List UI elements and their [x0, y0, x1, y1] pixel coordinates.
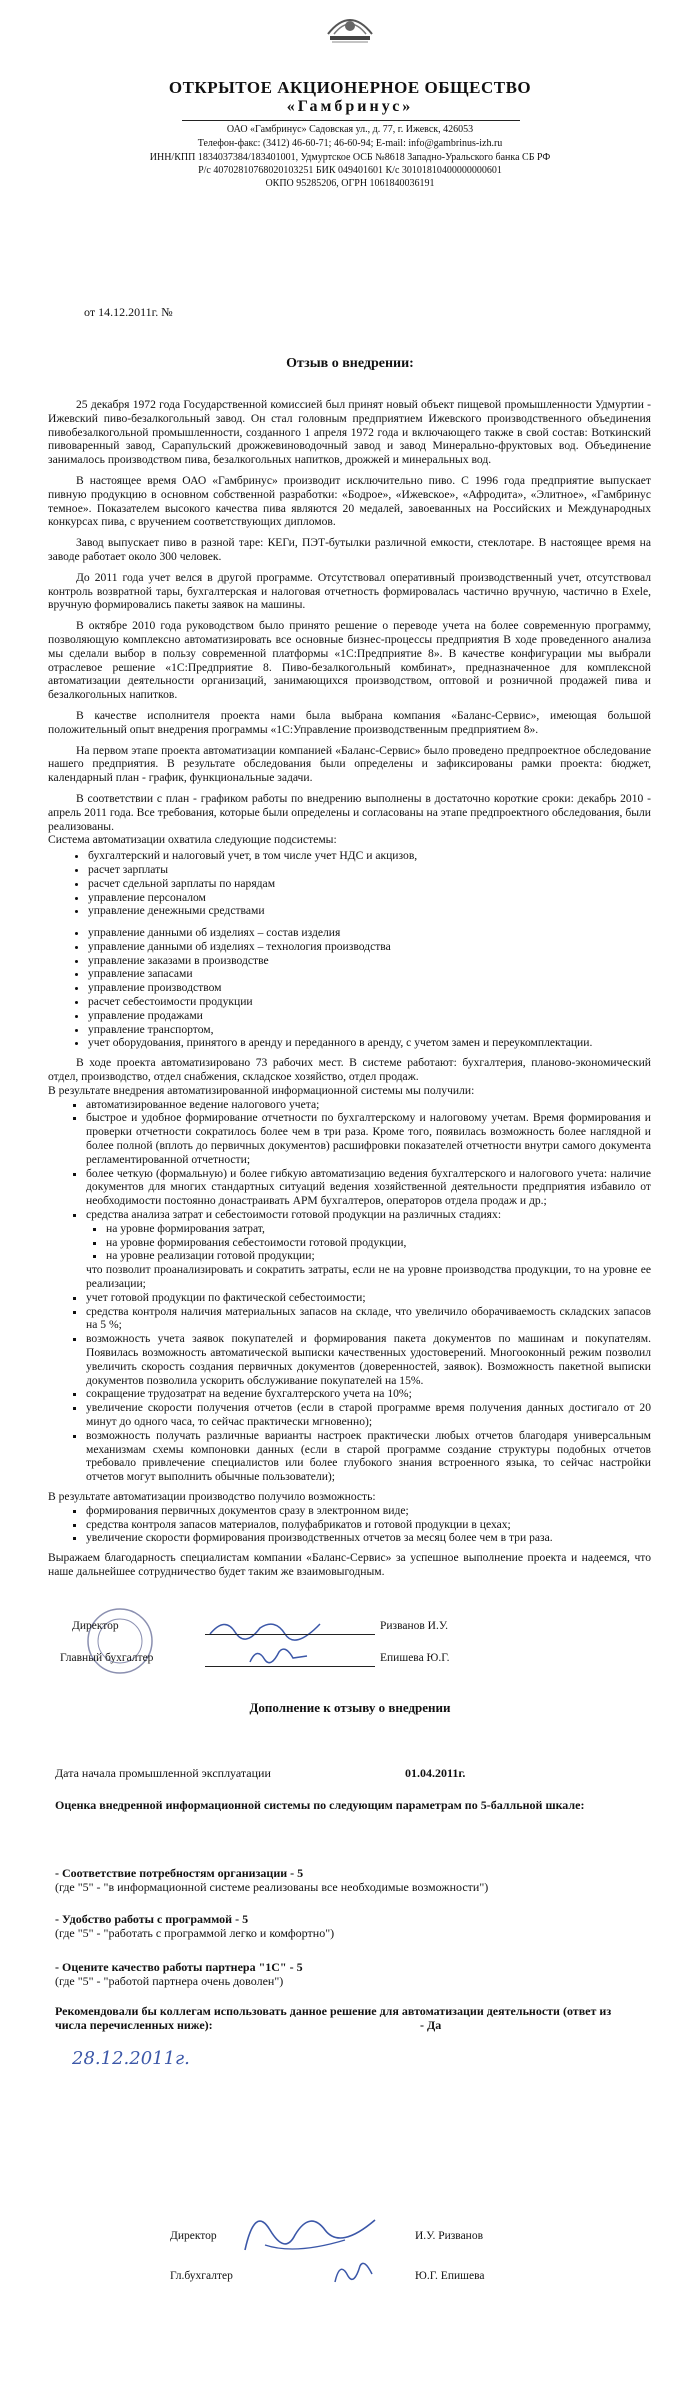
list-item: • управление персоналом — [88, 891, 651, 905]
org-inn: ИНН/КПП 1834037384/183401001, Удмуртское ОСБ №8618 Западно-Уральского банка СБ РФ — [149, 152, 551, 163]
org-short-name: «Гамбринус» — [286, 98, 414, 115]
paragraph: Система автоматизации охватила следующие подсистемы: — [48, 833, 337, 847]
list-item: ▪ на уровне формирования затрат, — [106, 1222, 651, 1236]
list-item: ▪ возможность получать различные варианты настроек практически любых отчетов благодаря универсальным механизмам схемы компоновки данных (если в старой программе создание структуры подобных отчетов требовало привлечение специалистов или более глубокого знания встроенного языка, то сейчас настройки отчетов могут выполнить обычные пользователи); — [86, 1429, 651, 1484]
accountant-signature-icon — [330, 2256, 380, 2290]
production-list — [48, 1504, 651, 1545]
addendum-title: Дополнение к отзыву о внедрении — [249, 1700, 451, 1715]
org-phones: Телефон-факс: (3412) 46-60-71; 46-60-94; E-mail: info@gambrinus-izh.ru — [197, 138, 503, 149]
paragraph: В октябре 2010 года руководством было принято решение о переводе учета на более современную программу, позволяющую комплексно автоматизировать все основные бизнес-процессы предприятия В ходе проведенного анализа мы сделали выбор в пользу современной платформы «1С:Предприятие 8». В качестве конфигурации мы выбрали отраслевое решение «1С:Предприятие 8. Пиво-безалкогольный комбинат», предназначенное для комплексной автоматизации деятельности организаций, занимающихся производством, оптовой и розничной продажей пива и безалкогольных напитков. — [48, 619, 651, 702]
paragraph: В соответствии с план - графиком работы по внедрению выполнены в достаточно короткие сроки: декабрь 2010 - апрель 2011 года. Все требования, которые были определены и согласованы на этапе предпроектного обследования, были реализованы. — [48, 791, 651, 833]
signature-block-2 — [0, 2230, 700, 2380]
list-item: • управление запасами — [88, 967, 651, 981]
list-item: • расчет сдельной зарплаты по нарядам — [88, 877, 651, 891]
paragraph: Выражаем благодарность специалистам компании «Баланс-Сервис» за успешное выполнение проекта и надеемся, что наше дальнейшее сотрудничество будет таким же взаимовыгодным. — [48, 1551, 651, 1578]
paragraph: В настоящее время ОАО «Гамбринус» производит исключительно пиво. С 1996 года предприятие выпускает пивную продукцию в основном собственной разработки: «Бодрое», «Ижевское», «Афродита», «Элитное», «Гамбринус темное». Показателем высокого качества пива являются 20 медалей, завоеванных на Российских и Международных конкурсах пива, с вручением соответствующих дипломов. — [48, 473, 651, 529]
rating-question: - Оцените качество работы партнера "1С" - 5 — [55, 1960, 303, 1974]
rating-question: - Соответствие потребностям организации - 5 — [55, 1866, 304, 1880]
list-item: • управление транспортом, — [88, 1023, 651, 1037]
signature-block — [0, 1620, 700, 1690]
list-item: • расчет зарплаты — [88, 863, 651, 877]
rating-note: (где "5" - "в информационной системе реализованы все необходимые возможности") — [55, 1880, 489, 1894]
subsystem-list — [48, 926, 651, 1050]
start-date-label: Дата начала промышленной эксплуатации — [55, 1766, 271, 1780]
signature-line — [205, 1634, 375, 1635]
paragraph: На первом этапе проекта автоматизации компанией «Баланс-Сервис» было проведено предпроектное обследование нашего предприятия. В результате обследования были определены и зафиксированы рамки проекта: бюджет, календарный план - график, функциональные задачи. — [48, 743, 651, 785]
paragraph: что позволит проанализировать и сократить затраты, если не на уровне производства продукции, то на уровне ее реализации; — [86, 1263, 651, 1291]
accountant-label: Главный бухгалтер — [60, 1652, 154, 1664]
director-label: Директор — [72, 1620, 119, 1632]
list-item: ▪ увеличение скорости формирования производственных отчетов за месяц более чем в три раза. — [86, 1531, 651, 1545]
recommend-question: Рекомендовали бы коллегам использовать данное решение для автоматизации деятельности (ответ из числа перечисленных ниже): — [55, 2004, 612, 2032]
paragraph: В результате внедрения автоматизированной информационной системы мы получили: — [48, 1083, 475, 1097]
accountant-name: Ю.Г. Епишева — [415, 2270, 485, 2282]
list-item: ▪ учет готовой продукции по фактической себестоимости; — [86, 1291, 651, 1305]
list-item: • учет оборудования, принятого в аренду и переданного в аренду, с учетом замен и переукомплектации. — [88, 1036, 651, 1050]
list-item: ▪ более четкую (формальную) и более гибкую автоматизацию ведения бухгалтерского и налогового учета: наличие документов для многих стандартных ситуаций ведения хозяйственной деятельности предприятия избавило от необходимости постоянно донастраивать АРМ бухгалтеров, операторов отдела продаж и др.; — [86, 1167, 651, 1208]
accountant-label: Гл.бухгалтер — [170, 2270, 233, 2282]
handwritten-date: 28.12.2011г. — [72, 2048, 190, 2069]
results-sublist — [48, 1222, 651, 1263]
list-item: ▪ на уровне реализации готовой продукции; — [106, 1249, 651, 1263]
director-name: Ризванов И.У. — [380, 1620, 449, 1632]
list-item: ▪ средства контроля наличия материальных запасов на складе, что увеличило оборачиваемость складских запасов на 5 %; — [86, 1305, 651, 1333]
paragraph: 25 декабря 1972 года Государственной комиссией был принят новый объект пищевой промышленности Удмуртии - Ижевский пиво-безалкогольный завод. Он стал головным предприятием Ижевского производственного объединения пивобезалкогольной промышленности, созданного 1 апреля 1972 года и включающего также в свой состав: Воткинский пивоваренный завод, Сарапульский дрожжевиноводочный завод и завод Минерально-фруктовых вод. Объединение занималось производством пива, безалкогольных напитков, дрожжей и минеральных вод. — [48, 398, 651, 467]
paragraph: В результате автоматизации производство получило возможность: — [48, 1489, 376, 1503]
rating-note: (где "5" - "работать с программой легко и комфортно") — [55, 1926, 335, 1940]
rating-note: (где "5" - "работой партнера очень доволен") — [55, 1974, 284, 1988]
list-item: ▪ средства анализа затрат и себестоимости готовой продукции на различных стадиях: — [86, 1208, 651, 1222]
org-okpo: ОКПО 95285206, ОГРН 1061840036191 — [265, 178, 435, 189]
list-item: ▪ сокращение трудозатрат на ведение бухгалтерского учета на 10%; — [86, 1387, 651, 1401]
list-item: ▪ возможность учета заявок покупателей и формирования пакета документов по машинам и покупателям. Появилась возможность автоматической выписки качественных удостоверений. Многооконный режим позволил увеличить скорость создания первичных документов (доверенностей, заявок). Возможность пакетной выписки документов позволила ускорить обслуживание покупателей на 15%. — [86, 1332, 651, 1387]
director-name: И.У. Ризванов — [415, 2230, 484, 2242]
letter-date: от 14.12.2011г. № — [84, 305, 173, 319]
rating-intro: Оценка внедренной информационной системы по следующим параметрам по 5-балльной шкале: — [55, 1798, 585, 1812]
recommend-answer: - Да — [420, 2018, 442, 2032]
org-address: ОАО «Гамбринус» Садовская ул., д. 77, г. Ижевск, 426053 — [226, 124, 474, 135]
list-item: ▪ быстрое и удобное формирование отчетности по бухгалтерскому и налоговому учетам. Время формирования и проверки отчетности сократилось более чем в три раза. Кроме того, появилась возможность более наглядной и более полной (вплоть до первичных документов) расшифровки показателей отчетности внутри самого документа регламентированной отчетности; — [86, 1111, 651, 1166]
list-item: • управление данными об изделиях – технология производства — [88, 940, 651, 954]
list-item: • расчет себестоимости продукции — [88, 995, 651, 1009]
list-item: ▪ средства контроля запасов материалов, полуфабрикатов и готовой продукции в цехах; — [86, 1518, 651, 1532]
signature-line — [205, 1666, 375, 1667]
start-date-value: 01.04.2011г. — [405, 1766, 466, 1780]
letter-title: Отзыв о внедрении: — [286, 356, 414, 371]
list-item: • управление производством — [88, 981, 651, 995]
stamp-icon — [60, 1606, 180, 1676]
rating-question: - Удобство работы с программой - 5 — [55, 1912, 249, 1926]
paragraph: В качестве исполнителя проекта нами была выбрана компания «Баланс-Сервис», имеющая большой положительный опыт внедрения программы «1С:Управление производственным предприятием 8». — [48, 708, 651, 736]
list-item: ▪ увеличение скорости получения отчетов (если в старой программе время получения данных достигало от 20 минут до одного часа, то сейчас практически мгновенно); — [86, 1401, 651, 1429]
list-item: • управление заказами в производстве — [88, 954, 651, 968]
org-account: Р/с 40702810768020103251 БИК 049401601 К/с 30101810400000000601 — [198, 165, 502, 176]
letter-body — [48, 398, 651, 1586]
org-name: ОТКРЫТОЕ АКЦИОНЕРНОЕ ОБЩЕСТВО — [168, 78, 532, 97]
accountant-name: Епишева Ю.Г. — [380, 1652, 450, 1664]
list-item: • управление данными об изделиях – состав изделия — [88, 926, 651, 940]
list-item: ▪ формирования первичных документов сразу в электронном виде; — [86, 1504, 651, 1518]
director-signature-icon — [205, 1614, 325, 1644]
list-item: ▪ автоматизированное ведение налогового учета; — [86, 1098, 651, 1112]
list-item: • управление денежными средствами — [88, 904, 651, 918]
results-list — [48, 1098, 651, 1222]
header-divider — [182, 120, 520, 121]
list-item: ▪ на уровне формирования себестоимости готовой продукции, — [106, 1236, 651, 1250]
results-list — [48, 1291, 651, 1484]
paragraph: До 2011 года учет велся в другой программе. Отсутствовал оперативный производственный учет, отсутствовал контроль возвратной тары, бухгалтерская и налоговая отчетность формировалась частично вручную, частично в Exele, вручную формировались пакеты заявок на машины. — [48, 570, 651, 612]
director-label: Директор — [170, 2230, 217, 2242]
list-item: • бухгалтерский и налоговый учет, в том числе учет НДС и акцизов, — [88, 849, 651, 863]
paragraph: В ходе проекта автоматизировано 73 рабочих мест. В системе работают: бухгалтерия, планово-экономический отдел, производство, отдел снабжения, складское хозяйство, отдел продаж. — [48, 1056, 651, 1084]
company-logo-icon — [322, 4, 378, 48]
paragraph: Завод выпускает пиво в разной таре: КЕГи, ПЭТ-бутылки различной емкости, стеклотаре. В настоящее время на заводе работает около 300 человек. — [48, 536, 651, 563]
list-item: • управление продажами — [88, 1009, 651, 1023]
subsystem-list — [48, 849, 651, 918]
